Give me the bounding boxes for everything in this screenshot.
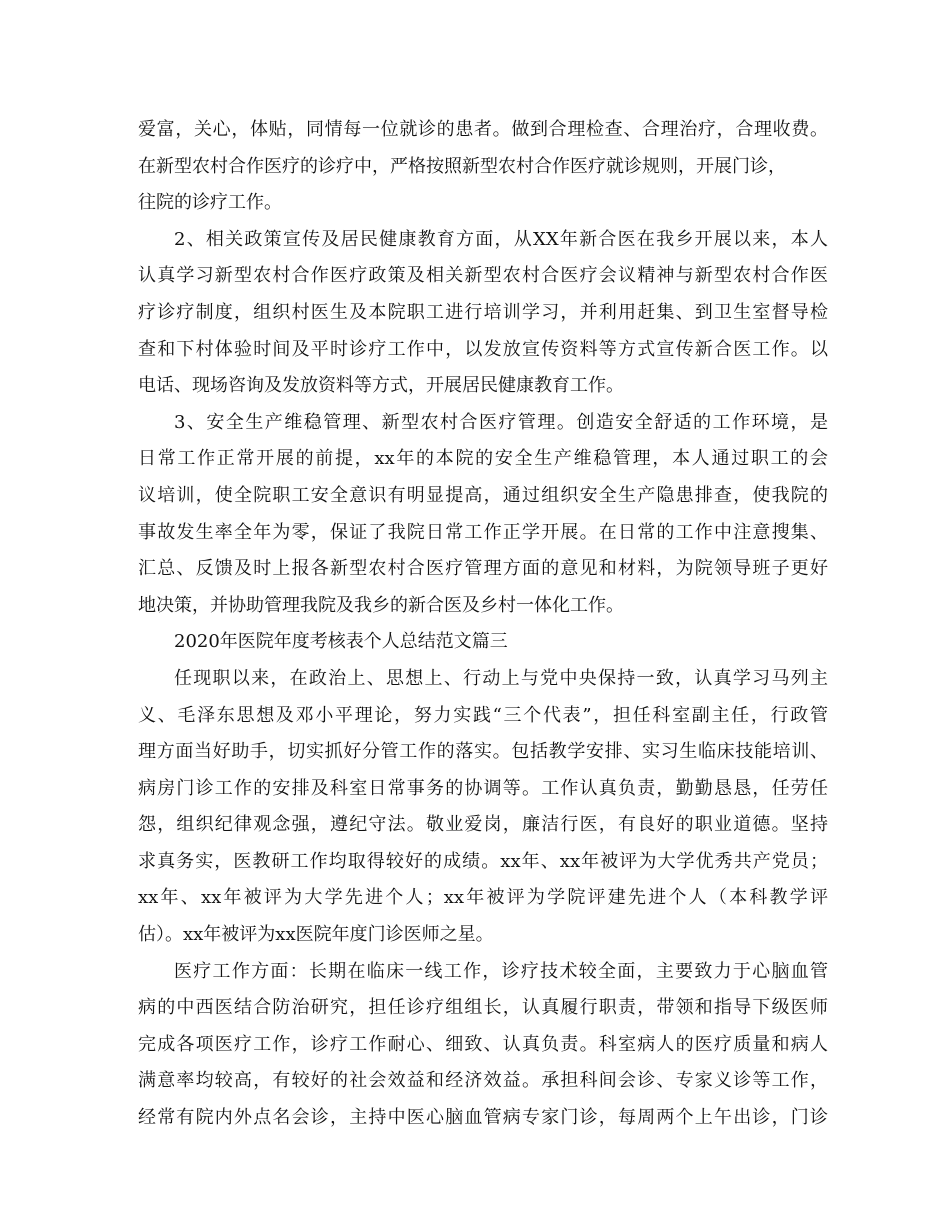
text-line: 任现职以来，在政治上、思想上、行动上与党中央保持一致，认真学习马列主	[174, 667, 828, 689]
document-body	[138, 116, 828, 1141]
text-line: 认真学习新型农村合作医疗政策及相关新型农村合医疗会议精神与新型农村合作医	[138, 265, 828, 287]
text-line: 查和下村体验时间及平时诊疗工作中，以发放宣传资料等方式宣传新合医工作。以	[138, 338, 828, 360]
text-line: 爱富，关心，体贴，同情每一位就诊的患者。做到合理检查、合理治疗，合理收费。	[138, 119, 828, 140]
text-line: 病的中西医结合防治研究，担任诊疗组组长，认真履行职责，带领和指导下级医师	[138, 997, 828, 1019]
text-line: 往院的诊疗工作。	[138, 192, 282, 214]
text-line: 疗诊疗制度，组织村医生及本院职工进行培训学习，并利用赶集、到卫生室督导检	[138, 301, 828, 323]
text-line: 病房门诊工作的安排及科室日常事务的协调等。工作认真负责，勤勤恳恳，任劳任	[138, 777, 828, 799]
text-line: 事故发生率全年为零，保证了我院日常工作正学开展。在日常的工作中注意搜集、	[138, 521, 828, 543]
text-line: 估）。xx年被评为xx医院年度门诊医师之星。	[138, 924, 494, 946]
text-line: 义、毛泽东思想及邓小平理论，努力实践“三个代表”，担任科室副主任，行政管	[138, 704, 828, 726]
text-line: 地决策，并协助管理我院及我乡的新合医及乡村一体化工作。	[138, 594, 624, 616]
text-line: 电话、现场咨询及发放资料等方式，开展居民健康教育工作。	[138, 375, 624, 397]
text-line: 医疗工作方面：长期在临床一线工作，诊疗技术较全面，主要致力于心脑血管	[174, 960, 828, 982]
text-line: xx年、xx年被评为大学先进个人；xx年被评为学院评建先进个人（本科教学评	[138, 887, 828, 909]
text-line: 日常工作正常开展的前提，xx年的本院的安全生产维稳管理，本人通过职工的会	[138, 448, 828, 470]
text-line: 满意率均较高，有较好的社会效益和经济效益。承担科间会诊、专家义诊等工作，	[138, 1070, 828, 1092]
text-line: 3、安全生产维稳管理、新型农村合医疗管理。创造安全舒适的工作环境，是	[174, 411, 828, 433]
text-line: 理方面当好助手，切实抓好分管工作的落实。包括教学安排、实习生临床技能培训、	[138, 741, 828, 763]
text-line: 在新型农村合作医疗的诊疗中，严格按照新型农村合作医疗就诊规则，开展门诊，	[138, 155, 786, 177]
text-line: 完成各项医疗工作，诊疗工作耐心、细致、认真负责。科室病人的医疗质量和病人	[138, 1033, 828, 1055]
text-line: 经常有院内外点名会诊，主持中医心脑血管病专家门诊，每周两个上午出诊，门诊	[138, 1107, 828, 1129]
text-line: 汇总、反馈及时上报各新型农村合医疗管理方面的意见和材料，为院领导班子更好	[138, 558, 828, 580]
text-line: 求真务实，医教研工作均取得较好的成绩。xx年、xx年被评为大学优秀共产党员；	[138, 850, 828, 872]
text-line: 2020年医院年度考核表个人总结范文篇三	[174, 631, 508, 653]
text-line: 怨，组织纪律观念强，遵纪守法。敬业爱岗，廉洁行医，有良好的职业道德。坚持	[138, 814, 828, 836]
text-line: 2、相关政策宣传及居民健康教育方面，从XX年新合医在我乡开展以来，本人	[174, 228, 828, 250]
text-line: 议培训，使全院职工安全意识有明显提高，通过组织安全生产隐患排查，使我院的	[138, 484, 828, 506]
